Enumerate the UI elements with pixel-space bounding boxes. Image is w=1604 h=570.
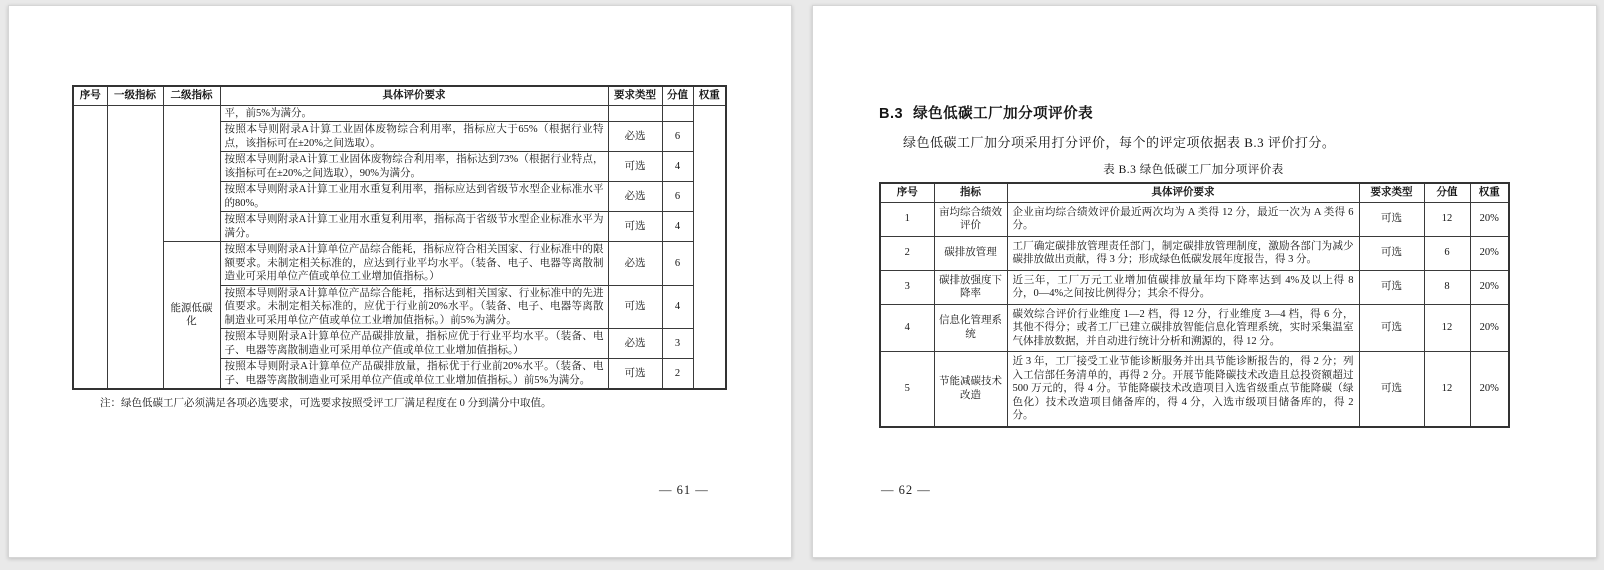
- col-header-requirement: 具体评价要求: [1007, 183, 1359, 202]
- cell-type: 可选: [608, 212, 662, 242]
- cell-primary-indicator-empty: [107, 105, 163, 389]
- cell-requirement: 按照本导则附录A计算工业用水重复利用率，指标高于省级节水型企业标准水平为满分。: [220, 212, 608, 242]
- cell-score: 6: [1424, 236, 1470, 270]
- cell-score: 4: [662, 152, 693, 182]
- page-number: — 61 —: [659, 483, 709, 497]
- col-header-primary-indicator: 一级指标: [107, 86, 163, 105]
- col-header-score: 分值: [662, 86, 693, 105]
- section-number: B.3: [879, 106, 904, 122]
- cell-indicator: 信息化管理系统: [934, 304, 1007, 352]
- col-header-requirement: 具体评价要求: [220, 86, 608, 105]
- cell-indicator: 节能减碳技术改造: [934, 352, 1007, 427]
- cell-score: 12: [1424, 352, 1470, 427]
- cell-score: 12: [1424, 202, 1470, 236]
- col-header-score: 分值: [1424, 183, 1470, 202]
- cell-type: [608, 105, 662, 122]
- document-page-62: [812, 5, 1597, 558]
- table-note: 注：绿色低碳工厂必须满足各项必选要求，可选要求按照受评工厂满足程度在 0 分到满分中取值。: [100, 398, 552, 409]
- cell-indicator: 亩均综合绩效评价: [934, 202, 1007, 236]
- col-header-type: 要求类型: [608, 86, 662, 105]
- cell-type: 必选: [608, 242, 662, 286]
- cell-score: 3: [662, 329, 693, 359]
- table-header-row: [73, 86, 726, 105]
- cell-requirement: 按照本导则附录A计算单位产品碳排放量，指标优于行业前20%水平。（装备、电子、电器等离散制造业可采用单位产值或单位工业增加值指标。）前5%为满分。: [220, 359, 608, 390]
- cell-type: 可选: [1359, 352, 1424, 427]
- cell-type: 可选: [608, 359, 662, 390]
- cell-seq-empty: [73, 105, 107, 389]
- cell-requirement: 按照本导则附录A计算工业固体废物综合利用率，指标应大于65%（根据行业特点，该指标可在±20%之间选取）。: [220, 122, 608, 152]
- table-row: [880, 270, 1509, 304]
- cell-requirement: 近 3 年，工厂接受工业节能诊断服务并出具节能诊断报告的，得 2 分；列入工信部任务清单的，再得 2 分。开展节能降碳技术改造且总投资额超过 500 万元的，得 4 分。节能降碳技术改造项目入选省级重点节能降碳（绿色化）技术改造项目储备库的，得 4 分，入选市级项目储备库的，得 2 分。: [1007, 352, 1359, 427]
- cell-weight: 20%: [1470, 270, 1509, 304]
- table-row: [880, 202, 1509, 236]
- cell-score: 4: [662, 285, 693, 329]
- cell-type: 可选: [608, 285, 662, 329]
- cell-score: 8: [1424, 270, 1470, 304]
- col-header-seq: 序号: [73, 86, 107, 105]
- cell-type: 可选: [1359, 270, 1424, 304]
- document-page-61: [8, 5, 792, 558]
- table-row: [73, 105, 726, 122]
- col-header-indicator: 指标: [934, 183, 1007, 202]
- cell-type: 可选: [1359, 304, 1424, 352]
- cell-secondary-indicator-empty: [163, 105, 220, 242]
- cell-indicator: 碳排放强度下降率: [934, 270, 1007, 304]
- cell-requirement: 按照本导则附录A计算单位产品综合能耗，指标达到相关国家、行业标准中的先进值要求。未制定相关标准的，应优于行业前20%水平。（装备、电子、电器等离散制造业可采用单位产值或单位工业增加值指标。）前5%为满分。: [220, 285, 608, 329]
- cell-score: 12: [1424, 304, 1470, 352]
- cell-requirement: 工厂确定碳排放管理责任部门，制定碳排放管理制度，激励各部门为减少碳排放做出贡献，得 3 分；形成绿色低碳发展年度报告，得 3 分。: [1007, 236, 1359, 270]
- page-62-content: [879, 102, 1508, 428]
- table-row: [880, 352, 1509, 427]
- table-row: [880, 304, 1509, 352]
- col-header-secondary-indicator: 二级指标: [163, 86, 220, 105]
- cell-requirement: 平，前5%为满分。: [220, 105, 608, 122]
- cell-weight: 20%: [1470, 236, 1509, 270]
- cell-seq: 1: [880, 202, 934, 236]
- col-header-weight: 权重: [693, 86, 726, 105]
- cell-score: 6: [662, 242, 693, 286]
- table-header-row: [880, 183, 1509, 202]
- cell-score: 2: [662, 359, 693, 390]
- cell-type: 必选: [608, 329, 662, 359]
- cell-requirement: 企业亩均综合绩效评价最近两次均为 A 类得 12 分，最近一次为 A 类得 6 分。: [1007, 202, 1359, 236]
- cell-type: 可选: [608, 152, 662, 182]
- cell-requirement: 近三年，工厂万元工业增加值碳排放量年均下降率达到 4%及以上得 8 分，0—4%之间按比例得分；其余不得分。: [1007, 270, 1359, 304]
- cell-weight: 20%: [1470, 352, 1509, 427]
- cell-type: 可选: [1359, 236, 1424, 270]
- cell-score: 4: [662, 212, 693, 242]
- cell-score: 6: [662, 122, 693, 152]
- cell-weight: 20%: [1470, 202, 1509, 236]
- page-number: — 62 —: [881, 483, 931, 497]
- section-title: 绿色低碳工厂加分项评价表: [913, 106, 1094, 122]
- section-heading: [879, 102, 1508, 123]
- table-row: [880, 236, 1509, 270]
- cell-secondary-indicator: 能源低碳化: [163, 242, 220, 390]
- cell-score: 6: [662, 182, 693, 212]
- cell-requirement: 按照本导则附录A计算工业固体废物综合利用率，指标达到73%（根据行业特点，该指标可在±20%之间选取），90%为满分。: [220, 152, 608, 182]
- cell-seq: 3: [880, 270, 934, 304]
- cell-requirement: 按照本导则附录A计算工业用水重复利用率，指标应达到省级节水型企业标准水平的80%。: [220, 182, 608, 212]
- cell-score: [662, 105, 693, 122]
- cell-requirement: 按照本导则附录A计算单位产品碳排放量，指标应优于行业平均水平。（装备、电子、电器等离散制造业可采用单位产值或单位工业增加值指标。）: [220, 329, 608, 359]
- col-header-type: 要求类型: [1359, 183, 1424, 202]
- cell-seq: 2: [880, 236, 934, 270]
- cell-type: 必选: [608, 122, 662, 152]
- cell-weight-empty: [693, 105, 726, 389]
- cell-seq: 5: [880, 352, 934, 427]
- col-header-seq: 序号: [880, 183, 934, 202]
- evaluation-table-continued: [72, 85, 727, 390]
- cell-requirement: 按照本导则附录A计算单位产品综合能耗，指标应符合相关国家、行业标准中的限额要求。未制定相关标准的，应达到行业平均水平。（装备、电子、电器等离散制造业可采用单位产值或单位工业增加值指标。）: [220, 242, 608, 286]
- cell-indicator: 碳排放管理: [934, 236, 1007, 270]
- cell-type: 可选: [1359, 202, 1424, 236]
- page-61-content: [72, 85, 727, 411]
- table-row: [73, 242, 726, 286]
- bonus-evaluation-table: [879, 182, 1510, 428]
- cell-weight: 20%: [1470, 304, 1509, 352]
- cell-type: 必选: [608, 182, 662, 212]
- intro-paragraph: 绿色低碳工厂加分项采用打分评价，每个的评定项依据表 B.3 评价打分。: [903, 135, 1336, 150]
- col-header-weight: 权重: [1470, 183, 1509, 202]
- table-caption: 表 B.3 绿色低碳工厂加分项评价表: [1103, 164, 1284, 176]
- cell-requirement: 碳效综合评价行业维度 1—2 档，得 12 分，行业维度 3—4 档，得 6 分，其他不得分；或者工厂已建立碳排放智能信息化管理系统，实时采集温室气体排放数据，并自动进行统计分析和溯源的，得 12 分。: [1007, 304, 1359, 352]
- cell-seq: 4: [880, 304, 934, 352]
